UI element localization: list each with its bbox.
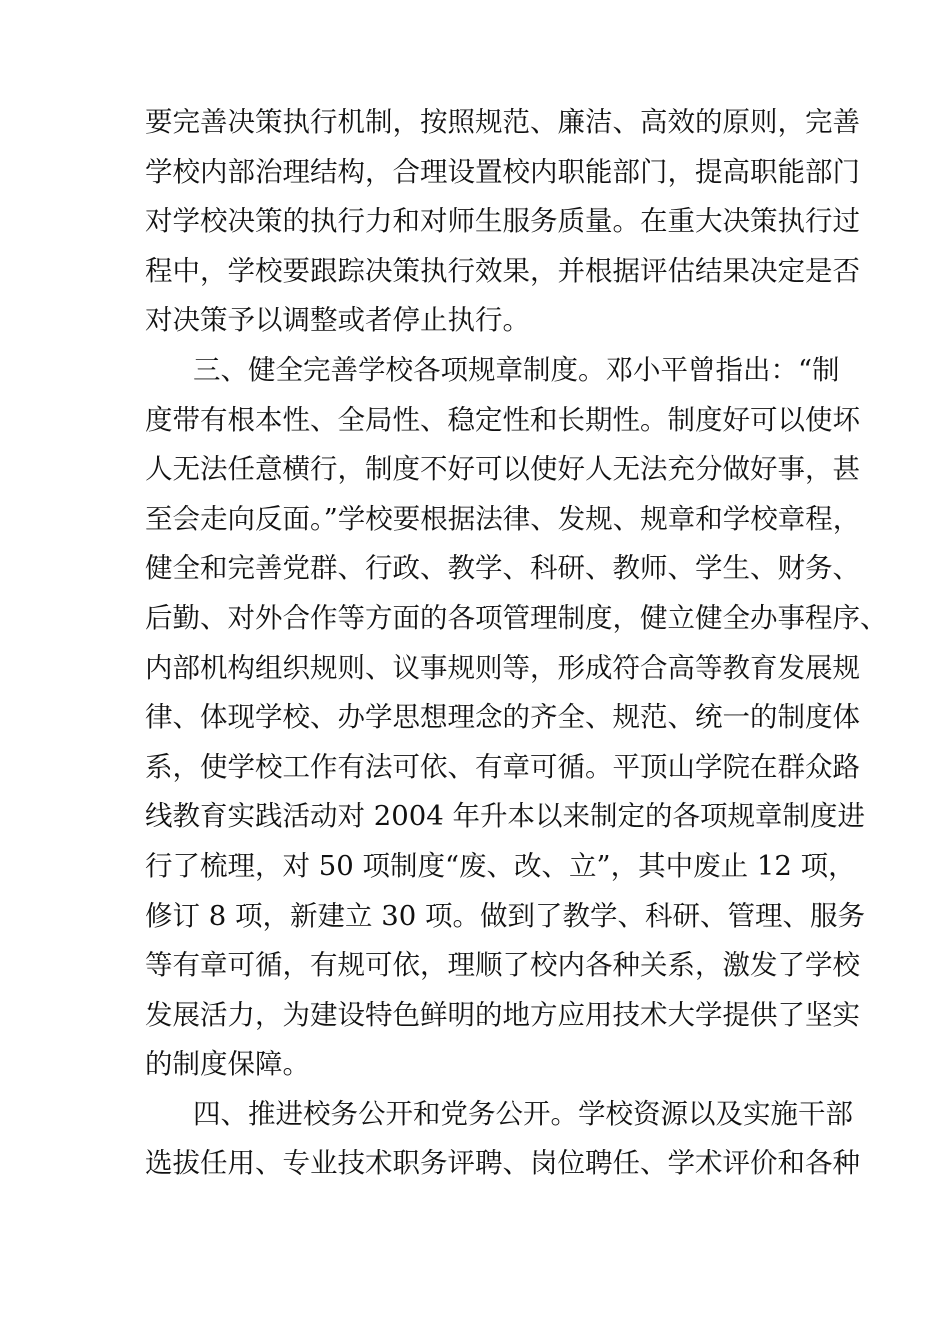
body-text <box>145 98 888 1189</box>
text-line: 线教育实践活动对 2004 年升本以来制定的各项规章制度进 <box>145 800 865 833</box>
text-line: 后勤、对外合作等方面的各项管理制度，健立健全办事程序、 <box>145 601 888 634</box>
text-line: 对学校决策的执行力和对师生服务质量。在重大决策执行过 <box>145 205 860 238</box>
text-line: 系，使学校工作有法可依、有章可循。平顶山学院在群众路 <box>145 750 860 783</box>
text-line: 健全和完善党群、行政、教学、科研、教师、学生、财务、 <box>145 552 860 585</box>
text-line: 至会走向反面。”学校要根据法律、发规、规章和学校章程， <box>145 502 861 535</box>
text-line: 人无法任意横行，制度不好可以使好人无法充分做好事，甚 <box>145 453 860 486</box>
section-heading-line: 四、推进校务公开和党务公开。学校资源以及实施干部 <box>193 1097 853 1130</box>
text-line: 修订 8 项，新建立 30 项。做到了教学、科研、管理、服务 <box>145 899 865 932</box>
text-line: 学校内部治理结构，合理设置校内职能部门，提高职能部门 <box>145 155 860 188</box>
text-line: 要完善决策执行机制，按照规范、廉洁、高效的原则，完善 <box>145 106 860 138</box>
text-line: 内部机构组织规则、议事规则等，形成符合高等教育发展规 <box>145 651 860 684</box>
text-line: 选拔任用、专业技术职务评聘、岗位聘任、学术评价和各种 <box>145 1147 860 1180</box>
text-line: 发展活力，为建设特色鲜明的地方应用技术大学提供了坚实 <box>145 998 860 1031</box>
text-line: 等有章可循，有规可依，理顺了校内各种关系，激发了学校 <box>145 949 860 982</box>
text-line: 对决策予以调整或者停止执行。 <box>145 304 530 337</box>
text-line: 的制度保障。 <box>145 1048 310 1081</box>
text-line: 律、体现学校、办学思想理念的齐全、规范、统一的制度体 <box>145 701 860 734</box>
text-line: 度带有根本性、全局性、稳定性和长期性。制度好可以使坏 <box>145 403 860 436</box>
text-line: 行了梳理，对 50 项制度“废、改、立”，其中废止 12 项， <box>145 849 856 882</box>
section-heading-line: 三、健全完善学校各项规章制度。邓小平曾指出：“制 <box>193 353 840 386</box>
text-line: 程中，学校要跟踪决策执行效果，并根据评估结果决定是否 <box>145 254 860 287</box>
